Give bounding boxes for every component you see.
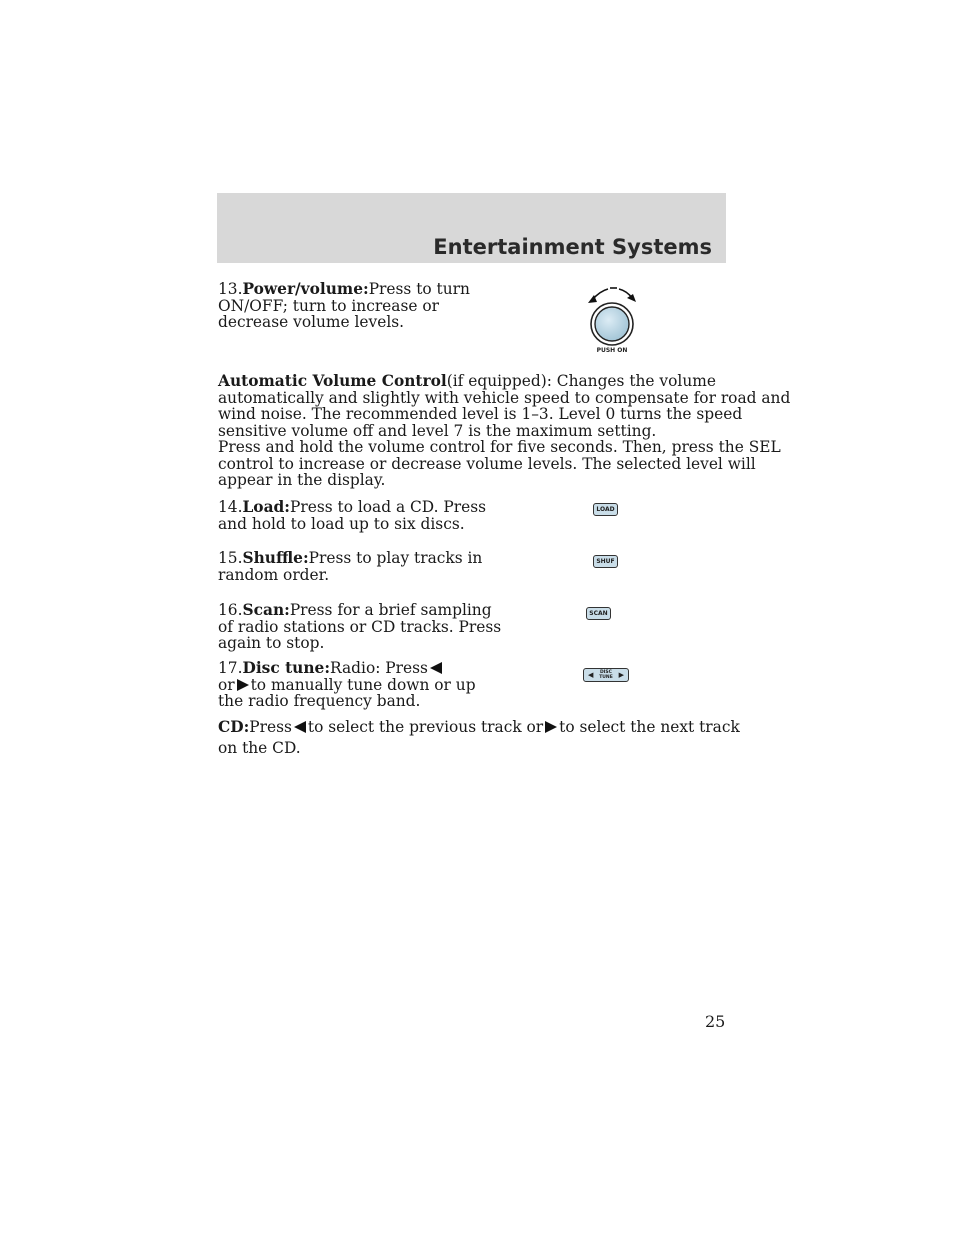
item-text: (if equipped): Changes the volume [446,372,716,390]
shuffle-button-icon: SHUF [593,555,618,568]
load-button-icon: LOAD [593,503,618,516]
item-label: Shuffle: [242,549,309,567]
load-text [218,499,486,532]
scan-text [218,602,501,652]
disc-tune-label [599,670,613,680]
section-header-band [217,193,726,263]
tune-label: TUNE [599,675,613,680]
tune-up-arrow-icon: ▶ [618,671,624,679]
item-text: Press [249,718,292,736]
item-text: decrease volume levels. [218,313,405,331]
cd-text [218,717,740,759]
item-label: Automatic Volume Control [218,372,447,390]
item-number: 15. [218,549,243,567]
item-text: automatically and slightly with vehicle speed to compensate for road and [218,388,791,407]
push-on-label: PUSH ON [596,347,628,354]
item-text: appear in the display. [218,471,386,489]
item-label: Disc tune: [242,659,331,677]
item-text: and hold to load up to six discs. [218,514,465,533]
scan-button-icon: SCAN [586,607,611,620]
item-text: Press to play tracks in [308,549,483,567]
seek-up-icon [237,679,249,691]
item-label: Scan: [242,601,290,619]
item-text: Radio: Press [330,659,428,677]
previous-track-icon [294,721,306,733]
seek-down-icon [430,662,442,674]
next-track-icon [545,721,557,733]
section-title: Entertainment Systems [433,235,712,259]
item-text: Press for a brief sampling [289,601,492,619]
item-number: 16. [218,601,243,619]
item-text: Press and hold the volume control for five seconds. Then, press the SEL [218,438,781,456]
item-text: Press to turn [368,280,470,298]
item-text: wind noise. The recommended level is 1–3. Level 0 turns the speed [218,405,743,423]
item-text: to select the previous track or [307,718,544,736]
item-text: ON/OFF; turn to increase or [218,296,439,315]
item-text: of radio stations or CD tracks. Press [218,617,502,636]
item-text: the radio frequency band. [218,692,421,710]
avc-text [218,373,790,489]
shuffle-text [218,550,482,583]
tune-down-arrow-icon: ◀ [588,671,594,679]
disc-label: DISC [600,670,612,675]
item-text: again to stop. [218,634,325,652]
item-text: Press to load a CD. Press [290,498,486,516]
item-text: to select the next track [559,718,740,736]
page-number: 25 [705,1012,726,1031]
disc-tune-text [218,660,476,710]
power-volume-knob-icon [584,283,640,347]
item-text: to manually tune down or up [250,675,476,694]
item-text: control to increase or decrease volume levels. The selected level will [218,454,756,473]
item-text: sensitive volume off and level 7 is the maximum setting. [218,421,657,440]
power-volume-text [218,281,470,331]
item-text: on the CD. [218,739,301,757]
item-label: Power/volume: [242,280,369,298]
item-label: Load: [242,498,290,516]
item-label: CD: [218,718,250,736]
item-text: or [218,675,235,694]
item-text: random order. [218,565,330,584]
item-number: 13. [218,280,243,298]
disc-tune-button-icon [583,668,629,682]
item-number: 14. [218,498,243,516]
item-number: 17. [218,659,243,677]
